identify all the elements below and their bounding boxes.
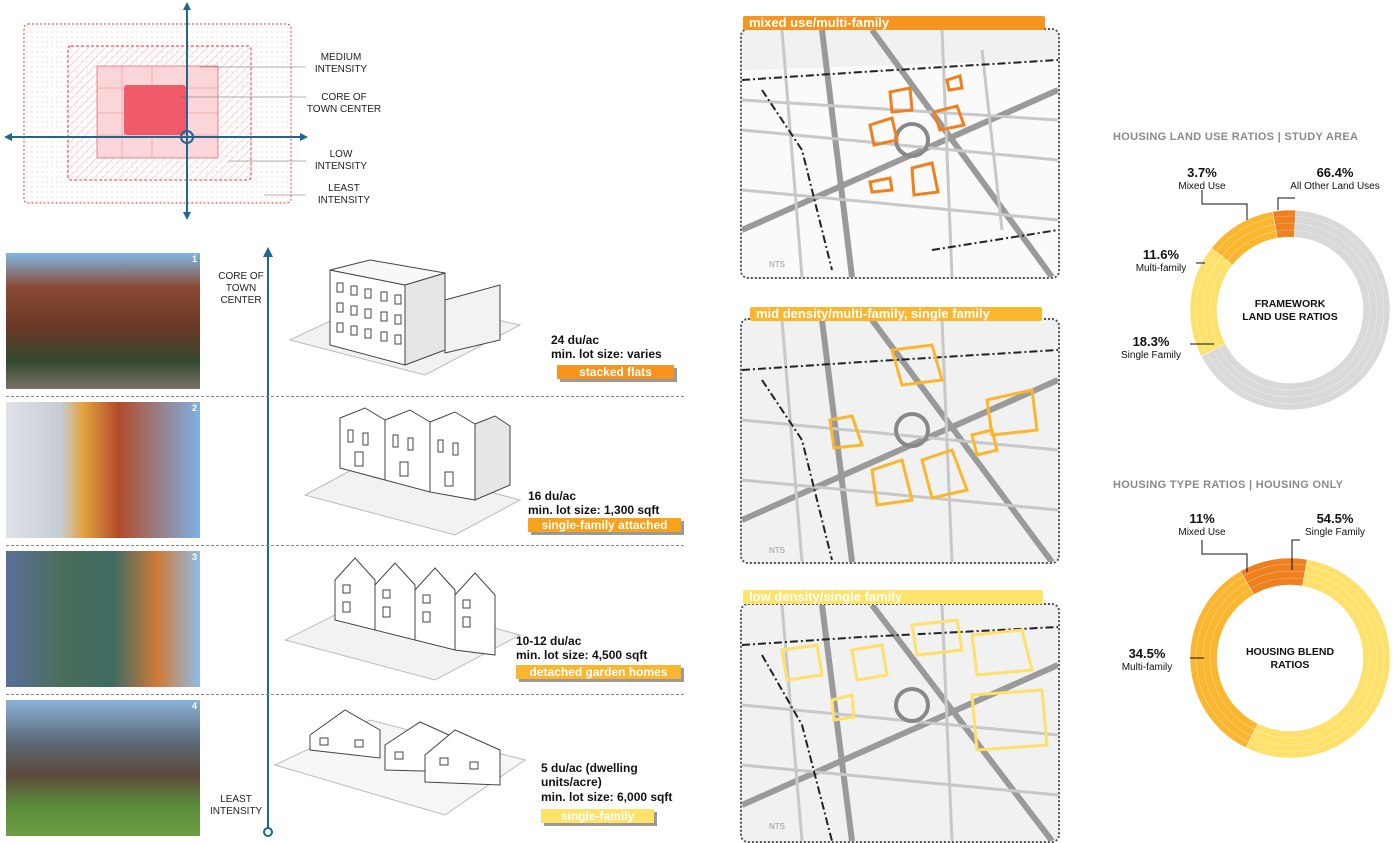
map-drawing bbox=[742, 320, 1058, 562]
pct-name: All Other Land Uses bbox=[1290, 181, 1380, 192]
lot-stacked-flats: min. lot size: varies bbox=[551, 347, 662, 361]
pct-value: 3.7% bbox=[1187, 165, 1217, 180]
map-nts: NTS bbox=[769, 260, 785, 269]
density-stacked-flats: 24 du/ac bbox=[551, 333, 600, 347]
label-multi bbox=[1126, 248, 1196, 276]
pct-value: 11.6% bbox=[1142, 247, 1180, 262]
photo-number: 2 bbox=[191, 403, 197, 413]
garden-homes-sketch bbox=[285, 550, 525, 690]
tag-attached: single-family attached bbox=[528, 518, 681, 532]
lot-garden: min. lot size: 4,500 sqft bbox=[516, 648, 648, 662]
row-divider bbox=[6, 396, 684, 397]
map-drawing bbox=[742, 605, 1058, 841]
density-attached: 16 du/ac bbox=[528, 489, 577, 503]
attached-homes-sketch bbox=[285, 400, 525, 540]
map-mixed-use bbox=[740, 28, 1060, 279]
stacked-flats-sketch bbox=[285, 255, 525, 385]
map-low-density bbox=[740, 603, 1060, 843]
photo-garden-homes bbox=[6, 551, 200, 687]
core-label: CORE OF TOWN CENTER bbox=[306, 92, 382, 115]
low-intensity-label: LOW INTENSITY bbox=[314, 149, 368, 172]
map-nts: NTS bbox=[769, 546, 785, 555]
housing-type-leaders bbox=[1190, 530, 1310, 670]
pct-name: Multi-family bbox=[1121, 662, 1173, 673]
axis-top-label: CORE OF TOWN CENTER bbox=[218, 271, 264, 306]
pct-name: Single Family bbox=[1120, 350, 1182, 361]
photo-number: 1 bbox=[191, 254, 197, 264]
row-divider bbox=[6, 545, 684, 546]
single-family-sketch bbox=[270, 700, 530, 830]
pct-value: 11% bbox=[1189, 511, 1215, 526]
pct-value: 66.4% bbox=[1316, 165, 1354, 180]
map-drawing bbox=[742, 30, 1058, 277]
lot-attached: min. lot size: 1,300 sqft bbox=[528, 503, 660, 517]
photo-stacked-flats bbox=[6, 253, 200, 389]
tag-garden: detached garden homes bbox=[516, 665, 681, 679]
land-use-heading: HOUSING LAND USE RATIOS | STUDY AREA bbox=[1113, 131, 1359, 143]
pct-name: Mixed Use bbox=[1178, 527, 1226, 538]
lot-single: min. lot size: 6,000 sqft bbox=[541, 790, 673, 804]
label-single bbox=[1300, 512, 1370, 540]
land-use-center: FRAMEWORK LAND USE RATIOS bbox=[1242, 298, 1338, 323]
housing-type-center: HOUSING BLEND RATIOS bbox=[1245, 646, 1335, 671]
map-title-mid: mid density/multi-family, single family bbox=[750, 307, 1042, 321]
map-title-low: low density/single family bbox=[743, 590, 1043, 604]
map-title-mixed: mixed use/multi-family bbox=[743, 16, 1045, 30]
photo-attached-homes bbox=[6, 402, 200, 538]
pct-name: Multi-family bbox=[1135, 263, 1187, 274]
tag-stacked-flats: stacked flats bbox=[557, 365, 674, 379]
pct-value: 54.5% bbox=[1316, 511, 1354, 526]
land-use-leaders bbox=[1190, 180, 1310, 370]
housing-type-heading: HOUSING TYPE RATIOS | HOUSING ONLY bbox=[1113, 479, 1344, 491]
pct-name: Single Family bbox=[1304, 527, 1366, 538]
pct-name: Mixed Use bbox=[1178, 181, 1226, 192]
map-mid-density bbox=[740, 318, 1060, 564]
map-nts: NTS bbox=[769, 822, 785, 831]
density-garden: 10-12 du/ac bbox=[516, 634, 582, 648]
photo-number: 4 bbox=[191, 701, 197, 711]
core-zone bbox=[124, 85, 186, 135]
medium-intensity-label: MEDIUM INTENSITY bbox=[314, 52, 368, 75]
photo-number: 3 bbox=[191, 552, 197, 562]
label-multi bbox=[1112, 647, 1182, 675]
pct-value: 34.5% bbox=[1128, 646, 1166, 661]
row-divider bbox=[6, 694, 684, 695]
least-intensity-label: LEAST INTENSITY bbox=[317, 183, 371, 206]
pct-value: 18.3% bbox=[1132, 334, 1170, 349]
axis-bottom-label: LEAST INTENSITY bbox=[210, 794, 263, 817]
photo-single-family bbox=[6, 700, 200, 836]
density-single: 5 du/ac (dwelling units/acre) bbox=[541, 761, 638, 789]
tag-single: single-family bbox=[541, 809, 654, 823]
label-single bbox=[1116, 335, 1186, 363]
